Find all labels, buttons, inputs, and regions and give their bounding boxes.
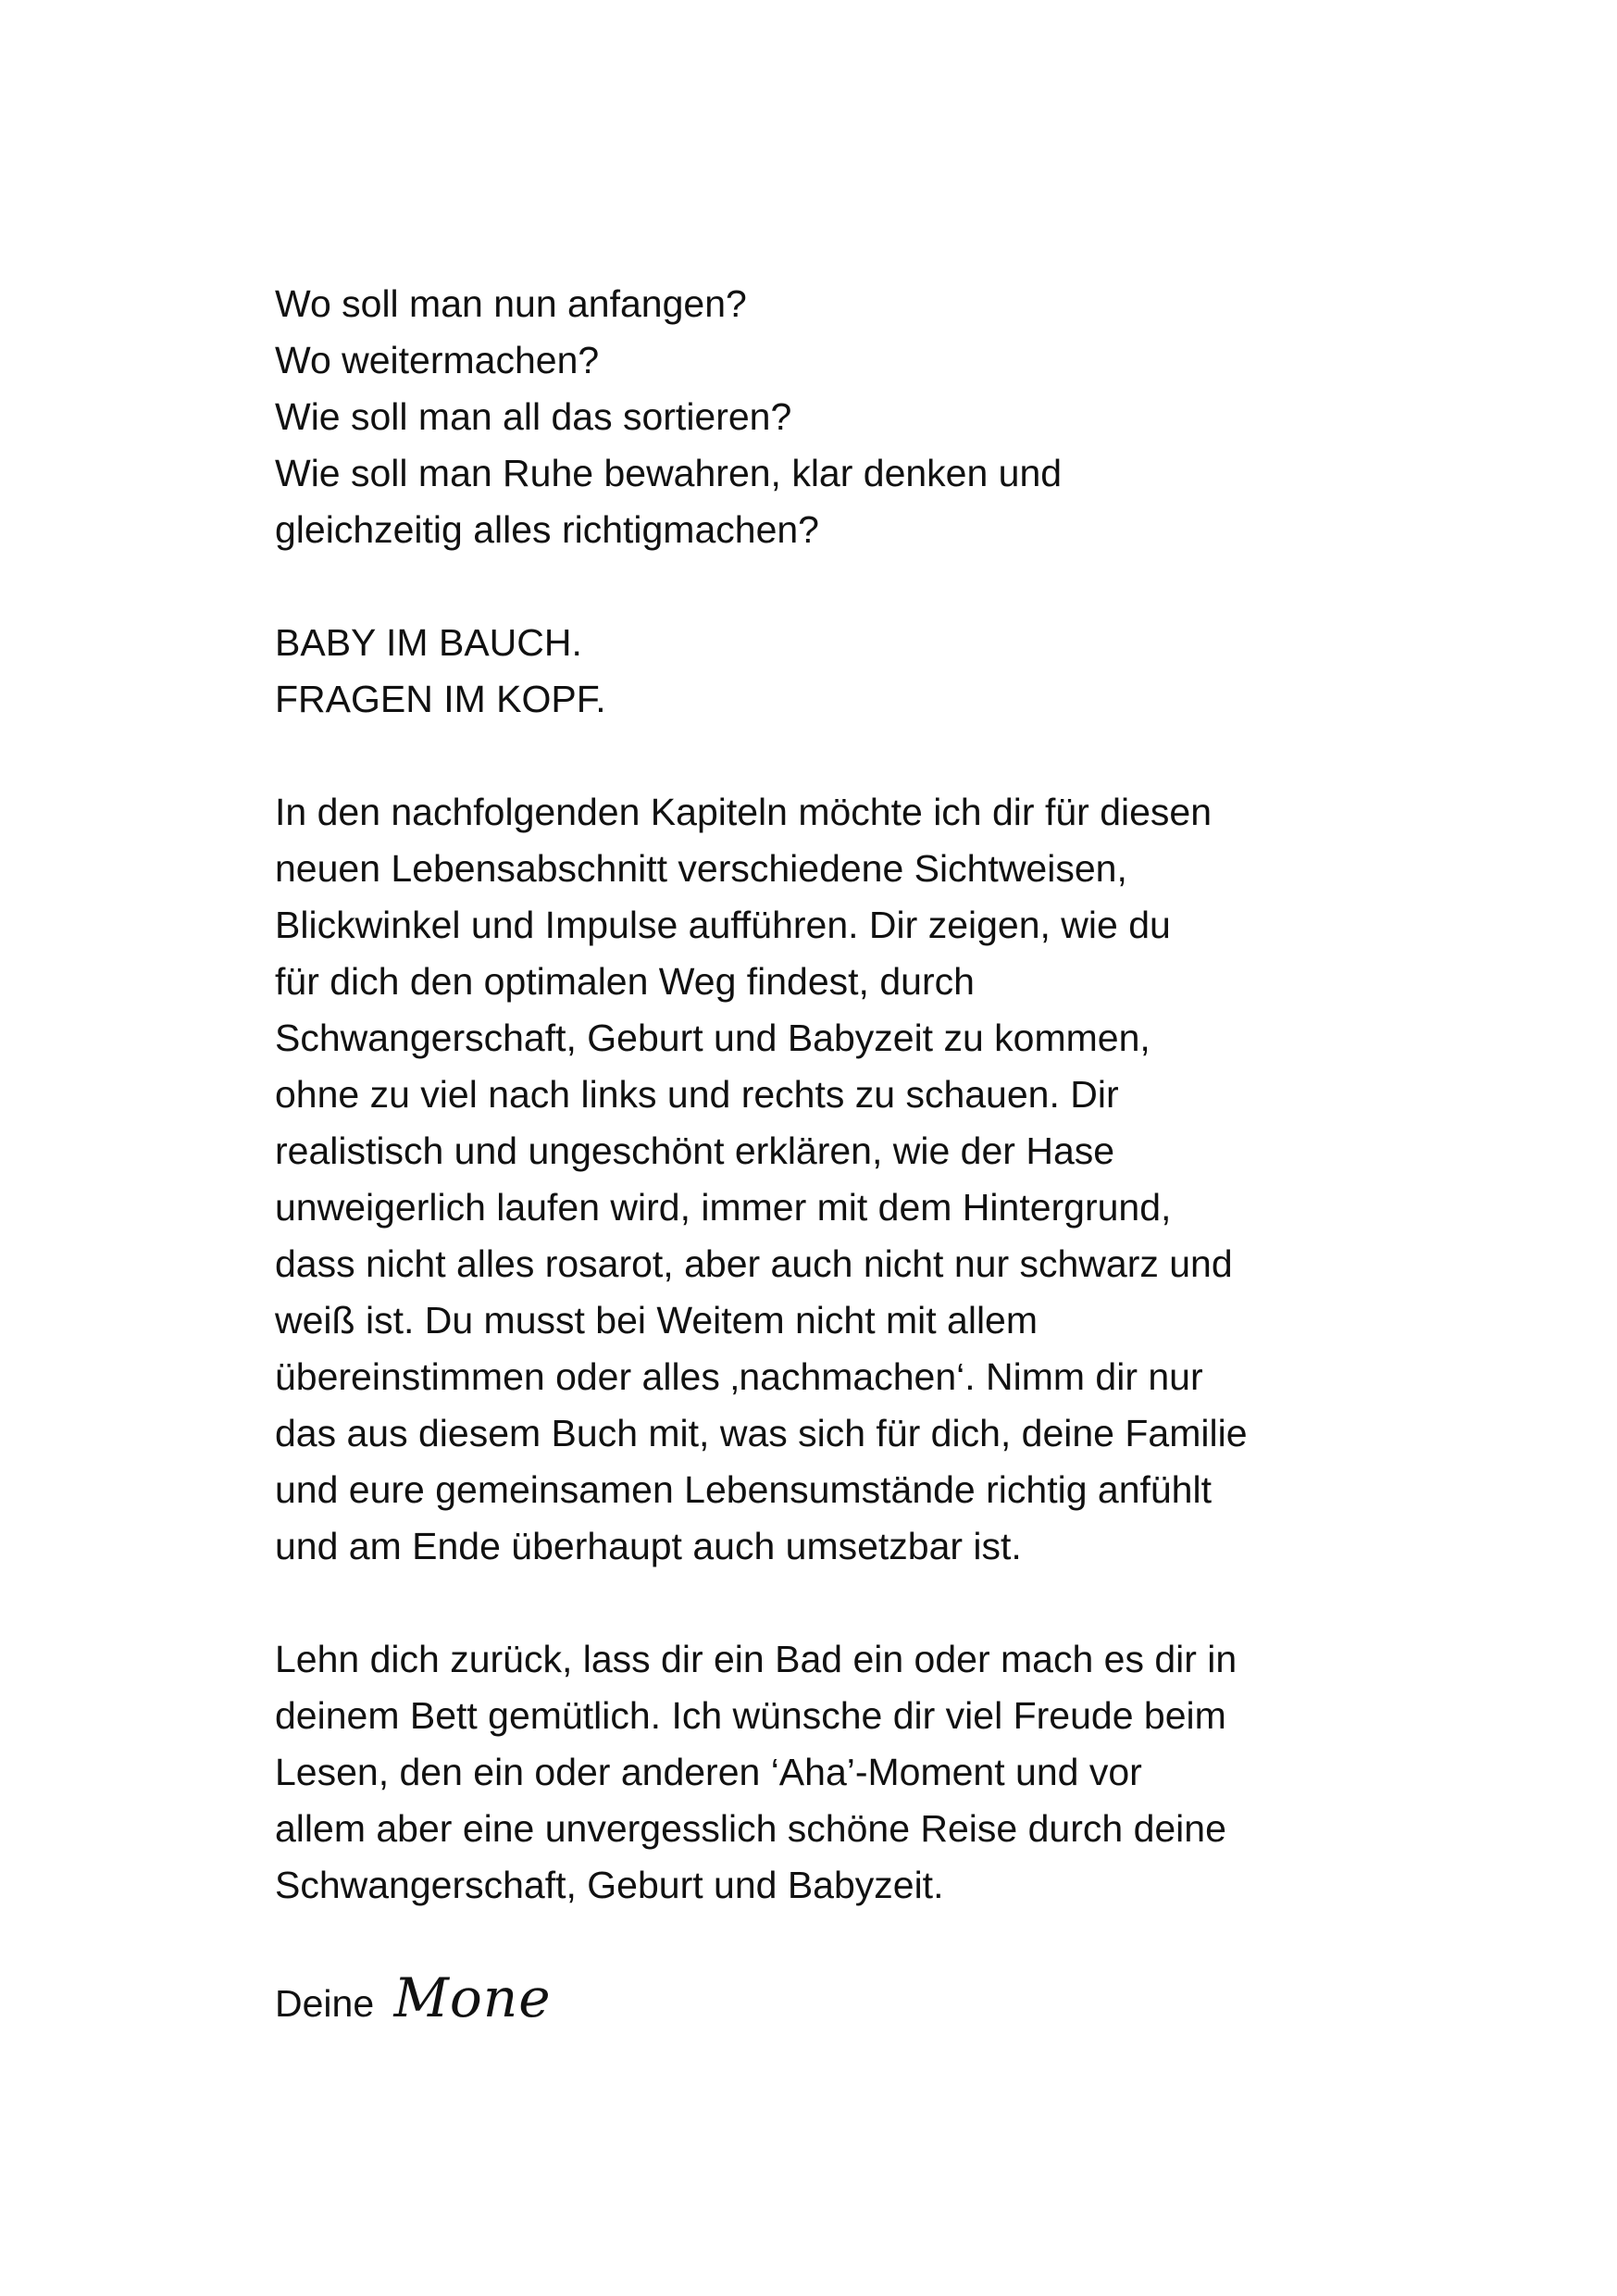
paragraph-line: deinem Bett gemütlich. Ich wünsche dir viel Freude beim (275, 1694, 1226, 1737)
paragraph-line: ohne zu viel nach links und rechts zu schauen. Dir (275, 1073, 1119, 1116)
paragraph-spacer (275, 1575, 1404, 1631)
paragraph-line: Schwangerschaft, Geburt und Babyzeit zu kommen, (275, 1017, 1151, 1059)
body-text (275, 276, 1404, 2027)
paragraph-line: für dich den optimalen Weg findest, durch (275, 960, 975, 1003)
paragraph-line: Schwangerschaft, Geburt und Babyzeit. (275, 1864, 944, 1906)
closing-paragraph (275, 1631, 1404, 1914)
question-line: Wo weitermachen? (275, 339, 600, 381)
signature (275, 1966, 1404, 2029)
paragraph-spacer (275, 1914, 1404, 1970)
paragraph-line: neuen Lebensabschnitt verschiedene Sichtweisen, (275, 847, 1127, 890)
paragraph-line: In den nachfolgenden Kapiteln möchte ich dir für diesen (275, 791, 1213, 833)
paragraph-line: Lesen, den ein oder anderen ‘Aha’-Moment und vor (275, 1751, 1142, 1793)
headline-line: BABY IM BAUCH. (275, 621, 582, 664)
question-line: gleichzeitig alles richtigmachen? (275, 508, 819, 551)
paragraph-line: Lehn dich zurück, lass dir ein Bad ein oder mach es dir in (275, 1638, 1238, 1680)
main-paragraph (275, 784, 1404, 1575)
paragraph-line: Blickwinkel und Impulse aufführen. Dir zeigen, wie du (275, 904, 1171, 946)
paragraph-line: unweigerlich laufen wird, immer mit dem Hintergrund, (275, 1186, 1172, 1229)
question-line: Wo soll man nun anfangen? (275, 282, 747, 325)
paragraph-line: übereinstimmen oder alles ‚nachmachen‘. Nimm dir nur (275, 1355, 1203, 1398)
signature-greeting: Deine (275, 1982, 375, 2025)
paragraph-line: dass nicht alles rosarot, aber auch nicht nur schwarz und (275, 1242, 1233, 1285)
paragraph-line: realistisch und ungeschönt erklären, wie der Hase (275, 1129, 1115, 1172)
headline-line: FRAGEN IM KOPF. (275, 678, 606, 720)
paragraph-line: weiß ist. Du musst bei Weitem nicht mit allem (275, 1299, 1039, 1341)
question-line: Wie soll man all das sortieren? (275, 395, 792, 438)
headline (275, 615, 1404, 728)
signature-name: Mone (393, 1966, 552, 2029)
intro-questions (275, 276, 1404, 558)
paragraph-line: und am Ende überhaupt auch umsetzbar ist. (275, 1525, 1022, 1567)
paragraph-spacer (275, 558, 1404, 615)
paragraph-line: allem aber eine unvergesslich schöne Reise durch deine (275, 1807, 1226, 1850)
paragraph-line: das aus diesem Buch mit, was sich für dich, deine Familie (275, 1412, 1248, 1454)
paragraph-line: und eure gemeinsamen Lebensumstände richtig anfühlt (275, 1468, 1212, 1511)
paragraph-spacer (275, 728, 1404, 784)
question-line: Wie soll man Ruhe bewahren, klar denken und (275, 452, 1063, 494)
